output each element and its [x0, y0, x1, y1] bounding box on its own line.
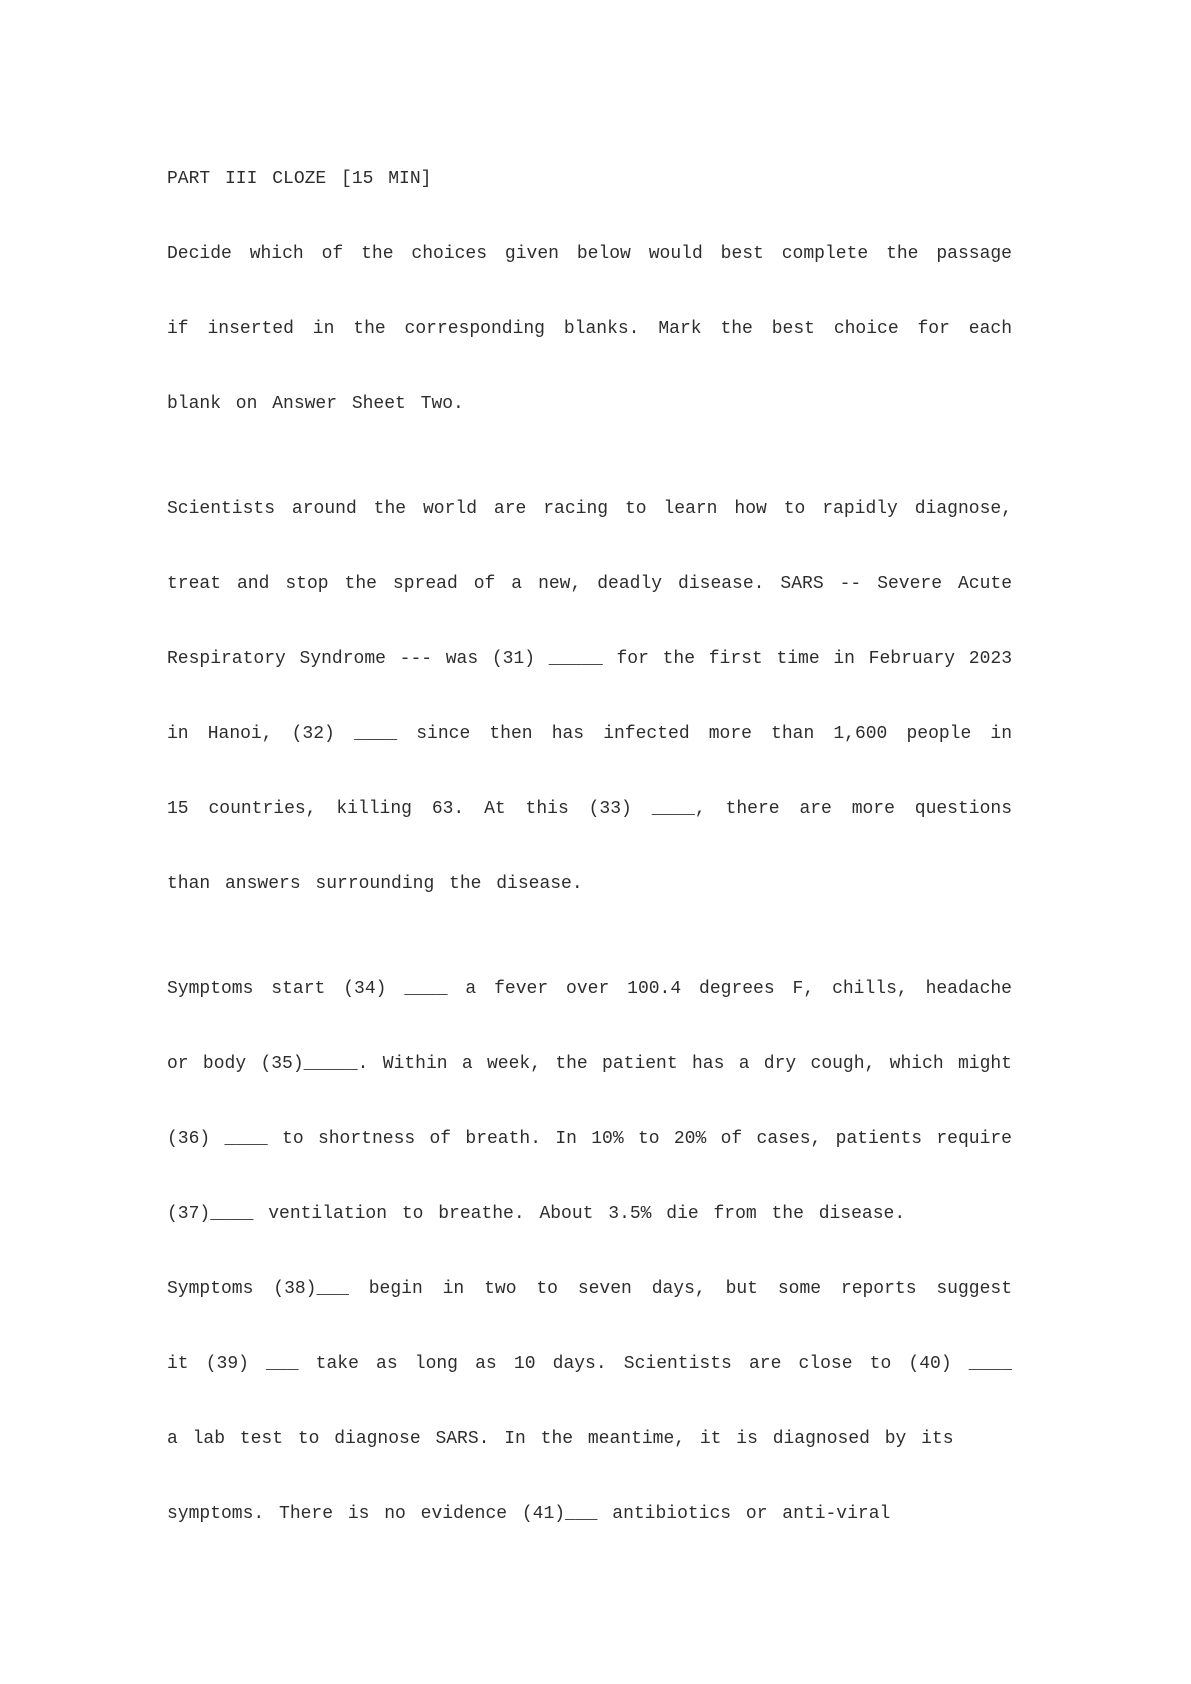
instructions-line-3: blank on Answer Sheet Two.	[167, 394, 464, 414]
passage-paragraph1-line-4: in Hanoi, (32) ____ since then has infected more than 1,600 people in	[167, 724, 1012, 744]
passage-paragraph1-line-3: Respiratory Syndrome --- was (31) _____ for the first time in February 2023	[167, 649, 1012, 669]
instructions-line-2: if inserted in the corresponding blanks. Mark the best choice for each	[167, 319, 1012, 339]
document-content	[167, 142, 1012, 1552]
passage-paragraph2-line-6: it (39) ___ take as long as 10 days. Scientists are close to (40) ____	[167, 1354, 1012, 1374]
passage-paragraph2-line-1: Symptoms start (34) ____ a fever over 100.4 degrees F, chills, headache	[167, 979, 1012, 999]
passage-paragraph1-line-6: than answers surrounding the disease.	[167, 874, 583, 894]
passage-paragraph1-line-1: Scientists around the world are racing to learn how to rapidly diagnose,	[167, 499, 1012, 519]
passage-paragraph1-line-5: 15 countries, killing 63. At this (33) ____, there are more questions	[167, 799, 1012, 819]
instructions-line-1: Decide which of the choices given below would best complete the passage	[167, 244, 1012, 264]
passage-paragraph2-line-3: (36) ____ to shortness of breath. In 10% to 20% of cases, patients require	[167, 1129, 1012, 1149]
passage-paragraph2-line-2: or body (35)_____. Within a week, the patient has a dry cough, which might	[167, 1054, 1012, 1074]
passage-paragraph2-line-5: Symptoms (38)___ begin in two to seven days, but some reports suggest	[167, 1279, 1012, 1299]
passage-paragraph1-line-2: treat and stop the spread of a new, deadly disease. SARS -- Severe Acute	[167, 574, 1012, 594]
passage-paragraph2-line-7: a lab test to diagnose SARS. In the meantime, it is diagnosed by its	[167, 1429, 954, 1449]
passage-paragraph2-line-4: (37)____ ventilation to breathe. About 3.5% die from the disease.	[167, 1204, 906, 1224]
section-heading: PART III CLOZE [15 MIN]	[167, 169, 432, 189]
passage-paragraph2-line-8: symptoms. There is no evidence (41)___ antibiotics or anti-viral	[167, 1504, 891, 1524]
